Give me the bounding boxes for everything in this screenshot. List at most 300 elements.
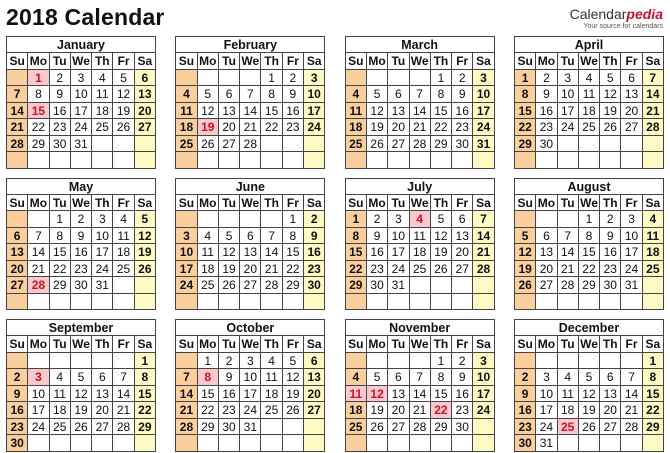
day-cell[interactable]: 23 — [219, 402, 240, 419]
day-cell[interactable]: 5 — [431, 211, 452, 228]
day-cell[interactable]: 28 — [176, 419, 197, 436]
day-cell[interactable]: 9 — [515, 386, 536, 403]
day-cell[interactable]: 12 — [515, 244, 536, 261]
day-cell[interactable]: 30 — [71, 277, 92, 294]
day-cell[interactable]: 4 — [198, 228, 219, 245]
day-cell[interactable]: 22 — [28, 119, 49, 136]
day-cell[interactable]: 27 — [600, 419, 621, 436]
day-cell[interactable]: 31 — [240, 419, 261, 436]
day-cell[interactable]: 27 — [135, 119, 156, 136]
day-cell[interactable]: 22 — [579, 261, 600, 278]
day-cell[interactable]: 26 — [113, 119, 134, 136]
day-cell[interactable]: 27 — [219, 136, 240, 153]
day-cell[interactable]: 29 — [515, 136, 536, 153]
day-cell[interactable]: 18 — [198, 261, 219, 278]
day-cell[interactable]: 11 — [113, 228, 134, 245]
day-cell[interactable]: 17 — [536, 402, 557, 419]
day-cell[interactable]: 9 — [536, 86, 557, 103]
day-cell[interactable]: 21 — [261, 261, 282, 278]
day-cell[interactable]: 15 — [283, 244, 304, 261]
day-cell[interactable]: 16 — [304, 244, 325, 261]
day-cell[interactable]: 28 — [240, 136, 261, 153]
day-cell[interactable]: 30 — [600, 277, 621, 294]
day-cell[interactable]: 19 — [367, 402, 388, 419]
day-cell[interactable]: 1 — [431, 353, 452, 370]
day-cell[interactable]: 20 — [135, 103, 156, 120]
day-cell[interactable]: 5 — [367, 369, 388, 386]
day-cell[interactable]: 21 — [410, 119, 431, 136]
day-cell[interactable]: 30 — [7, 435, 28, 452]
day-cell[interactable]: 3 — [621, 211, 642, 228]
day-cell[interactable]: 11 — [346, 386, 367, 403]
day-cell[interactable]: 29 — [198, 419, 219, 436]
day-cell[interactable]: 19 — [135, 244, 156, 261]
day-cell[interactable]: 21 — [113, 402, 134, 419]
day-cell[interactable]: 28 — [558, 277, 579, 294]
day-cell[interactable]: 31 — [92, 277, 113, 294]
day-cell[interactable]: 7 — [473, 211, 494, 228]
day-cell[interactable]: 18 — [579, 103, 600, 120]
day-cell[interactable]: 7 — [621, 369, 642, 386]
day-cell[interactable]: 31 — [536, 435, 557, 452]
day-cell[interactable]: 4 — [346, 86, 367, 103]
day-cell[interactable]: 9 — [50, 86, 71, 103]
day-cell[interactable]: 12 — [113, 86, 134, 103]
day-cell[interactable]: 7 — [558, 228, 579, 245]
day-cell[interactable]: 8 — [515, 86, 536, 103]
day-cell[interactable]: 8 — [198, 369, 219, 386]
day-cell[interactable]: 18 — [346, 402, 367, 419]
day-cell[interactable]: 24 — [71, 119, 92, 136]
day-cell[interactable]: 3 — [536, 369, 557, 386]
day-cell[interactable]: 17 — [473, 103, 494, 120]
day-cell[interactable]: 2 — [452, 353, 473, 370]
day-cell[interactable]: 6 — [600, 369, 621, 386]
day-cell[interactable]: 20 — [240, 261, 261, 278]
day-cell[interactable]: 21 — [240, 119, 261, 136]
day-cell[interactable]: 15 — [431, 386, 452, 403]
day-cell[interactable]: 4 — [410, 211, 431, 228]
day-cell[interactable]: 6 — [388, 369, 409, 386]
day-cell[interactable]: 27 — [304, 402, 325, 419]
day-cell[interactable]: 10 — [621, 228, 642, 245]
day-cell[interactable]: 24 — [304, 119, 325, 136]
day-cell[interactable]: 3 — [388, 211, 409, 228]
day-cell[interactable]: 1 — [261, 70, 282, 87]
day-cell[interactable]: 10 — [388, 228, 409, 245]
day-cell[interactable]: 8 — [261, 86, 282, 103]
day-cell[interactable]: 17 — [388, 244, 409, 261]
day-cell[interactable]: 12 — [219, 244, 240, 261]
day-cell[interactable]: 17 — [176, 261, 197, 278]
day-cell[interactable]: 20 — [388, 119, 409, 136]
day-cell[interactable]: 13 — [388, 103, 409, 120]
day-cell[interactable]: 11 — [410, 228, 431, 245]
day-cell[interactable]: 14 — [240, 103, 261, 120]
day-cell[interactable]: 15 — [28, 103, 49, 120]
day-cell[interactable]: 10 — [558, 86, 579, 103]
day-cell[interactable]: 15 — [346, 244, 367, 261]
day-cell[interactable]: 14 — [621, 386, 642, 403]
day-cell[interactable]: 8 — [283, 228, 304, 245]
day-cell[interactable]: 20 — [219, 119, 240, 136]
day-cell[interactable]: 22 — [431, 119, 452, 136]
day-cell[interactable]: 14 — [643, 86, 664, 103]
day-cell[interactable]: 7 — [113, 369, 134, 386]
day-cell[interactable]: 16 — [7, 402, 28, 419]
day-cell[interactable]: 9 — [452, 86, 473, 103]
day-cell[interactable]: 1 — [283, 211, 304, 228]
day-cell[interactable]: 2 — [536, 70, 557, 87]
day-cell[interactable]: 23 — [50, 119, 71, 136]
day-cell[interactable]: 3 — [304, 70, 325, 87]
day-cell[interactable]: 4 — [176, 86, 197, 103]
day-cell[interactable]: 15 — [198, 386, 219, 403]
day-cell[interactable]: 22 — [283, 261, 304, 278]
day-cell[interactable]: 5 — [283, 353, 304, 370]
day-cell[interactable]: 5 — [579, 369, 600, 386]
day-cell[interactable]: 18 — [410, 244, 431, 261]
day-cell[interactable]: 9 — [71, 228, 92, 245]
day-cell[interactable]: 30 — [452, 136, 473, 153]
day-cell[interactable]: 19 — [198, 119, 219, 136]
day-cell[interactable]: 18 — [558, 402, 579, 419]
day-cell[interactable]: 10 — [92, 228, 113, 245]
day-cell[interactable]: 4 — [261, 353, 282, 370]
day-cell[interactable]: 20 — [452, 244, 473, 261]
day-cell[interactable]: 29 — [283, 277, 304, 294]
day-cell[interactable]: 5 — [135, 211, 156, 228]
day-cell[interactable]: 2 — [515, 369, 536, 386]
day-cell[interactable]: 8 — [346, 228, 367, 245]
day-cell[interactable]: 28 — [28, 277, 49, 294]
day-cell[interactable]: 19 — [219, 261, 240, 278]
day-cell[interactable]: 20 — [304, 386, 325, 403]
day-cell[interactable]: 8 — [135, 369, 156, 386]
day-cell[interactable]: 28 — [621, 419, 642, 436]
day-cell[interactable]: 16 — [50, 103, 71, 120]
day-cell[interactable]: 13 — [304, 369, 325, 386]
day-cell[interactable]: 27 — [7, 277, 28, 294]
day-cell[interactable]: 30 — [367, 277, 388, 294]
day-cell[interactable]: 10 — [28, 386, 49, 403]
day-cell[interactable]: 20 — [92, 402, 113, 419]
day-cell[interactable]: 24 — [92, 261, 113, 278]
day-cell[interactable]: 18 — [261, 386, 282, 403]
day-cell[interactable]: 24 — [240, 402, 261, 419]
day-cell[interactable]: 14 — [558, 244, 579, 261]
day-cell[interactable]: 13 — [135, 86, 156, 103]
day-cell[interactable]: 18 — [643, 244, 664, 261]
day-cell[interactable]: 21 — [410, 402, 431, 419]
day-cell[interactable]: 28 — [113, 419, 134, 436]
day-cell[interactable]: 25 — [198, 277, 219, 294]
day-cell[interactable]: 16 — [600, 244, 621, 261]
day-cell[interactable]: 24 — [536, 419, 557, 436]
day-cell[interactable]: 4 — [92, 70, 113, 87]
day-cell[interactable]: 29 — [50, 277, 71, 294]
day-cell[interactable]: 8 — [50, 228, 71, 245]
day-cell[interactable]: 25 — [176, 136, 197, 153]
day-cell[interactable]: 25 — [113, 261, 134, 278]
day-cell[interactable]: 25 — [643, 261, 664, 278]
day-cell[interactable]: 11 — [92, 86, 113, 103]
day-cell[interactable]: 29 — [431, 136, 452, 153]
day-cell[interactable]: 14 — [113, 386, 134, 403]
day-cell[interactable]: 2 — [304, 211, 325, 228]
day-cell[interactable]: 22 — [431, 402, 452, 419]
day-cell[interactable]: 2 — [600, 211, 621, 228]
day-cell[interactable]: 27 — [452, 261, 473, 278]
day-cell[interactable]: 24 — [473, 402, 494, 419]
day-cell[interactable]: 1 — [198, 353, 219, 370]
day-cell[interactable]: 14 — [261, 244, 282, 261]
day-cell[interactable]: 1 — [515, 70, 536, 87]
day-cell[interactable]: 19 — [113, 103, 134, 120]
day-cell[interactable]: 23 — [452, 119, 473, 136]
day-cell[interactable]: 21 — [621, 402, 642, 419]
day-cell[interactable]: 2 — [219, 353, 240, 370]
day-cell[interactable]: 17 — [240, 386, 261, 403]
day-cell[interactable]: 27 — [388, 136, 409, 153]
day-cell[interactable]: 7 — [28, 228, 49, 245]
day-cell[interactable]: 20 — [536, 261, 557, 278]
day-cell[interactable]: 12 — [135, 228, 156, 245]
day-cell[interactable]: 4 — [579, 70, 600, 87]
day-cell[interactable]: 15 — [643, 386, 664, 403]
day-cell[interactable]: 16 — [515, 402, 536, 419]
day-cell[interactable]: 29 — [579, 277, 600, 294]
day-cell[interactable]: 28 — [410, 136, 431, 153]
day-cell[interactable]: 23 — [71, 261, 92, 278]
day-cell[interactable]: 26 — [71, 419, 92, 436]
day-cell[interactable]: 25 — [410, 261, 431, 278]
day-cell[interactable]: 21 — [28, 261, 49, 278]
day-cell[interactable]: 24 — [473, 119, 494, 136]
day-cell[interactable]: 24 — [388, 261, 409, 278]
day-cell[interactable]: 31 — [473, 136, 494, 153]
day-cell[interactable]: 20 — [621, 103, 642, 120]
day-cell[interactable]: 10 — [473, 369, 494, 386]
day-cell[interactable]: 13 — [388, 386, 409, 403]
day-cell[interactable]: 7 — [410, 86, 431, 103]
day-cell[interactable]: 23 — [536, 119, 557, 136]
day-cell[interactable]: 6 — [135, 70, 156, 87]
day-cell[interactable]: 19 — [283, 386, 304, 403]
day-cell[interactable]: 14 — [28, 244, 49, 261]
day-cell[interactable]: 24 — [176, 277, 197, 294]
day-cell[interactable]: 1 — [579, 211, 600, 228]
day-cell[interactable]: 4 — [643, 211, 664, 228]
day-cell[interactable]: 19 — [431, 244, 452, 261]
day-cell[interactable]: 18 — [92, 103, 113, 120]
day-cell[interactable]: 13 — [536, 244, 557, 261]
day-cell[interactable]: 25 — [346, 419, 367, 436]
day-cell[interactable]: 8 — [28, 86, 49, 103]
day-cell[interactable]: 26 — [579, 419, 600, 436]
day-cell[interactable]: 23 — [515, 419, 536, 436]
day-cell[interactable]: 25 — [261, 402, 282, 419]
day-cell[interactable]: 12 — [579, 386, 600, 403]
day-cell[interactable]: 25 — [92, 119, 113, 136]
day-cell[interactable]: 9 — [452, 369, 473, 386]
day-cell[interactable]: 4 — [113, 211, 134, 228]
day-cell[interactable]: 11 — [50, 386, 71, 403]
day-cell[interactable]: 3 — [558, 70, 579, 87]
day-cell[interactable]: 6 — [621, 70, 642, 87]
day-cell[interactable]: 6 — [219, 86, 240, 103]
day-cell[interactable]: 1 — [431, 70, 452, 87]
day-cell[interactable]: 6 — [536, 228, 557, 245]
day-cell[interactable]: 12 — [600, 86, 621, 103]
day-cell[interactable]: 3 — [28, 369, 49, 386]
day-cell[interactable]: 4 — [50, 369, 71, 386]
day-cell[interactable]: 12 — [367, 103, 388, 120]
day-cell[interactable]: 28 — [643, 119, 664, 136]
day-cell[interactable]: 30 — [50, 136, 71, 153]
day-cell[interactable]: 22 — [198, 402, 219, 419]
day-cell[interactable]: 11 — [261, 369, 282, 386]
day-cell[interactable]: 2 — [283, 70, 304, 87]
day-cell[interactable]: 29 — [643, 419, 664, 436]
day-cell[interactable]: 7 — [410, 369, 431, 386]
day-cell[interactable]: 29 — [346, 277, 367, 294]
day-cell[interactable]: 6 — [388, 86, 409, 103]
day-cell[interactable]: 12 — [431, 228, 452, 245]
day-cell[interactable]: 30 — [304, 277, 325, 294]
day-cell[interactable]: 2 — [7, 369, 28, 386]
day-cell[interactable]: 21 — [7, 119, 28, 136]
day-cell[interactable]: 17 — [92, 244, 113, 261]
day-cell[interactable]: 16 — [71, 244, 92, 261]
day-cell[interactable]: 7 — [643, 70, 664, 87]
day-cell[interactable]: 21 — [176, 402, 197, 419]
day-cell[interactable]: 27 — [536, 277, 557, 294]
day-cell[interactable]: 3 — [240, 353, 261, 370]
day-cell[interactable]: 29 — [135, 419, 156, 436]
day-cell[interactable]: 6 — [304, 353, 325, 370]
day-cell[interactable]: 11 — [558, 386, 579, 403]
day-cell[interactable]: 15 — [135, 386, 156, 403]
day-cell[interactable]: 5 — [600, 70, 621, 87]
day-cell[interactable]: 19 — [71, 402, 92, 419]
day-cell[interactable]: 14 — [410, 103, 431, 120]
day-cell[interactable]: 7 — [7, 86, 28, 103]
day-cell[interactable]: 25 — [50, 419, 71, 436]
day-cell[interactable]: 7 — [176, 369, 197, 386]
day-cell[interactable]: 7 — [261, 228, 282, 245]
day-cell[interactable]: 6 — [7, 228, 28, 245]
day-cell[interactable]: 31 — [621, 277, 642, 294]
day-cell[interactable]: 18 — [346, 119, 367, 136]
day-cell[interactable]: 28 — [473, 261, 494, 278]
day-cell[interactable]: 15 — [50, 244, 71, 261]
day-cell[interactable]: 24 — [558, 119, 579, 136]
day-cell[interactable]: 8 — [643, 369, 664, 386]
day-cell[interactable]: 25 — [558, 419, 579, 436]
day-cell[interactable]: 29 — [431, 419, 452, 436]
day-cell[interactable]: 17 — [621, 244, 642, 261]
day-cell[interactable]: 11 — [176, 103, 197, 120]
day-cell[interactable]: 5 — [113, 70, 134, 87]
day-cell[interactable]: 12 — [367, 386, 388, 403]
day-cell[interactable]: 3 — [71, 70, 92, 87]
day-cell[interactable]: 22 — [515, 119, 536, 136]
day-cell[interactable]: 9 — [219, 369, 240, 386]
day-cell[interactable]: 11 — [198, 244, 219, 261]
day-cell[interactable]: 10 — [240, 369, 261, 386]
day-cell[interactable]: 30 — [515, 435, 536, 452]
day-cell[interactable]: 15 — [431, 103, 452, 120]
day-cell[interactable]: 30 — [536, 136, 557, 153]
day-cell[interactable]: 2 — [367, 211, 388, 228]
day-cell[interactable]: 11 — [643, 228, 664, 245]
day-cell[interactable]: 26 — [198, 136, 219, 153]
day-cell[interactable]: 22 — [261, 119, 282, 136]
day-cell[interactable]: 23 — [7, 419, 28, 436]
day-cell[interactable]: 3 — [473, 70, 494, 87]
day-cell[interactable]: 9 — [367, 228, 388, 245]
day-cell[interactable]: 26 — [283, 402, 304, 419]
day-cell[interactable]: 28 — [410, 419, 431, 436]
day-cell[interactable]: 26 — [367, 136, 388, 153]
day-cell[interactable]: 17 — [558, 103, 579, 120]
day-cell[interactable]: 20 — [7, 261, 28, 278]
day-cell[interactable]: 18 — [113, 244, 134, 261]
day-cell[interactable]: 27 — [621, 119, 642, 136]
day-cell[interactable]: 1 — [346, 211, 367, 228]
day-cell[interactable]: 4 — [346, 369, 367, 386]
day-cell[interactable]: 30 — [452, 419, 473, 436]
day-cell[interactable]: 6 — [240, 228, 261, 245]
day-cell[interactable]: 12 — [71, 386, 92, 403]
day-cell[interactable]: 2 — [71, 211, 92, 228]
day-cell[interactable]: 10 — [71, 86, 92, 103]
day-cell[interactable]: 22 — [643, 402, 664, 419]
day-cell[interactable]: 25 — [346, 136, 367, 153]
day-cell[interactable]: 31 — [71, 136, 92, 153]
day-cell[interactable]: 28 — [7, 136, 28, 153]
day-cell[interactable]: 13 — [452, 228, 473, 245]
day-cell[interactable]: 1 — [50, 211, 71, 228]
day-cell[interactable]: 20 — [388, 402, 409, 419]
day-cell[interactable]: 22 — [50, 261, 71, 278]
day-cell[interactable]: 11 — [346, 103, 367, 120]
day-cell[interactable]: 16 — [219, 386, 240, 403]
day-cell[interactable]: 14 — [410, 386, 431, 403]
day-cell[interactable]: 19 — [600, 103, 621, 120]
day-cell[interactable]: 3 — [176, 228, 197, 245]
day-cell[interactable]: 30 — [219, 419, 240, 436]
day-cell[interactable]: 8 — [431, 369, 452, 386]
day-cell[interactable]: 17 — [304, 103, 325, 120]
day-cell[interactable]: 17 — [28, 402, 49, 419]
day-cell[interactable]: 5 — [515, 228, 536, 245]
day-cell[interactable]: 5 — [198, 86, 219, 103]
day-cell[interactable]: 5 — [367, 86, 388, 103]
day-cell[interactable]: 16 — [367, 244, 388, 261]
day-cell[interactable]: 22 — [346, 261, 367, 278]
day-cell[interactable]: 5 — [219, 228, 240, 245]
day-cell[interactable]: 12 — [198, 103, 219, 120]
day-cell[interactable]: 18 — [176, 119, 197, 136]
day-cell[interactable]: 7 — [240, 86, 261, 103]
day-cell[interactable]: 16 — [452, 386, 473, 403]
day-cell[interactable]: 26 — [600, 119, 621, 136]
day-cell[interactable]: 2 — [452, 70, 473, 87]
day-cell[interactable]: 3 — [92, 211, 113, 228]
day-cell[interactable]: 19 — [367, 119, 388, 136]
